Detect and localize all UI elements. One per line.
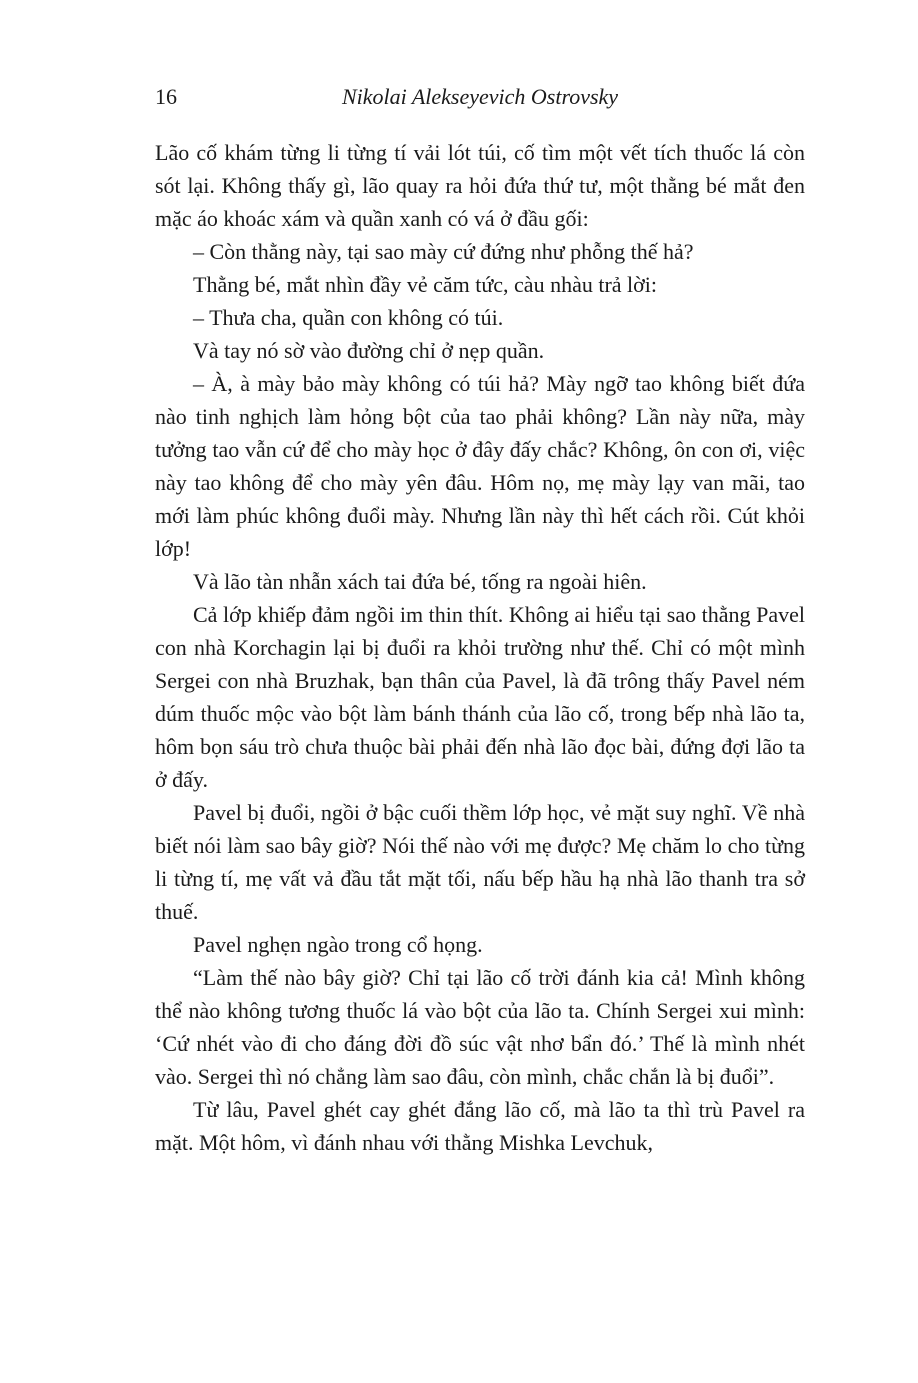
running-header-title: Nikolai Alekseyevich Ostrovsky bbox=[341, 84, 619, 109]
paragraph: Và tay nó sờ vào đường chỉ ở nẹp quần. bbox=[193, 338, 545, 363]
paragraph: Từ lâu, Pavel ghét cay ghét đắng lão cố, mà lão ta thì trù Pavel ra mặt. Một hôm, vì đánh nhau với thằng Mishka Levchuk, bbox=[155, 1097, 805, 1155]
running-head bbox=[155, 84, 805, 110]
paragraph: Pavel bị đuổi, ngồi ở bậc cuối thềm lớp học, vẻ mặt suy nghĩ. Về nhà biết nói làm sao bây giờ? Nói thế nào với mẹ được? Mẹ chăm lo cho từng li từng tí, mẹ vất vả đầu tắt mặt tối, nấu bếp hầu hạ nhà lão thanh tra sở thuế. bbox=[155, 800, 805, 924]
paragraph: – Còn thằng này, tại sao mày cứ đứng như phỗng thế hả? bbox=[193, 239, 694, 264]
paragraph: Lão cố khám từng li từng tí vải lót túi, cố tìm một vết tích thuốc lá còn sót lại. Không thấy gì, lão quay ra hỏi đứa thứ tư, một thằng bé mắt đen mặc áo khoác xám và quần xanh có vá ở đầu gối: bbox=[155, 140, 805, 231]
paragraph: Cả lớp khiếp đảm ngồi im thin thít. Không ai hiểu tại sao thằng Pavel con nhà Korchagin lại bị đuổi ra khỏi trường như thế. Chỉ có một mình Sergei con nhà Bruzhak, bạn thân của Pavel, là đã trông thấy Pavel ném dúm thuốc mộc vào bột làm bánh thánh của lão cố, trong bếp nhà lão ta, hôm bọn sáu trò chưa thuộc bài phải đến nhà lão đọc bài, đứng đợi lão ta ở đấy. bbox=[155, 602, 805, 792]
paragraph: “Làm thế nào bây giờ? Chỉ tại lão cố trời đánh kia cả! Mình không thể nào không tương thuốc lá vào bột của lão ta. Chính Sergei xui mình: ‘Cứ nhét vào đi cho đáng đời đồ súc vật nhơ bẩn đó.’ Thế là mình nhét vào. Sergei thì nó chẳng làm sao đâu, còn mình, chắc chắn là bị đuổi”. bbox=[155, 965, 805, 1089]
paragraph: Thằng bé, mắt nhìn đầy vẻ căm tức, càu nhàu trả lời: bbox=[193, 272, 658, 297]
page-body bbox=[155, 136, 805, 1159]
paragraph: Pavel nghẹn ngào trong cổ họng. bbox=[193, 932, 483, 957]
paragraph: – Thưa cha, quần con không có túi. bbox=[193, 305, 504, 330]
paragraph: Và lão tàn nhẫn xách tai đứa bé, tống ra ngoài hiên. bbox=[193, 569, 647, 594]
page-number: 16 bbox=[155, 84, 177, 109]
paragraph: – À, à mày bảo mày không có túi hả? Mày ngỡ tao không biết đứa nào tinh nghịch làm hỏng bột của tao phải không? Lần này nữa, mày tưởng tao vẫn cứ để cho mày học ở đây đấy chắc? Không, ôn con ơi, việc này tao không để cho mày yên đâu. Hôm nọ, mẹ mày lạy van mãi, tao mới làm phúc không đuổi mày. Nhưng lần này thì hết cách rồi. Cút khỏi lớp! bbox=[155, 371, 805, 561]
